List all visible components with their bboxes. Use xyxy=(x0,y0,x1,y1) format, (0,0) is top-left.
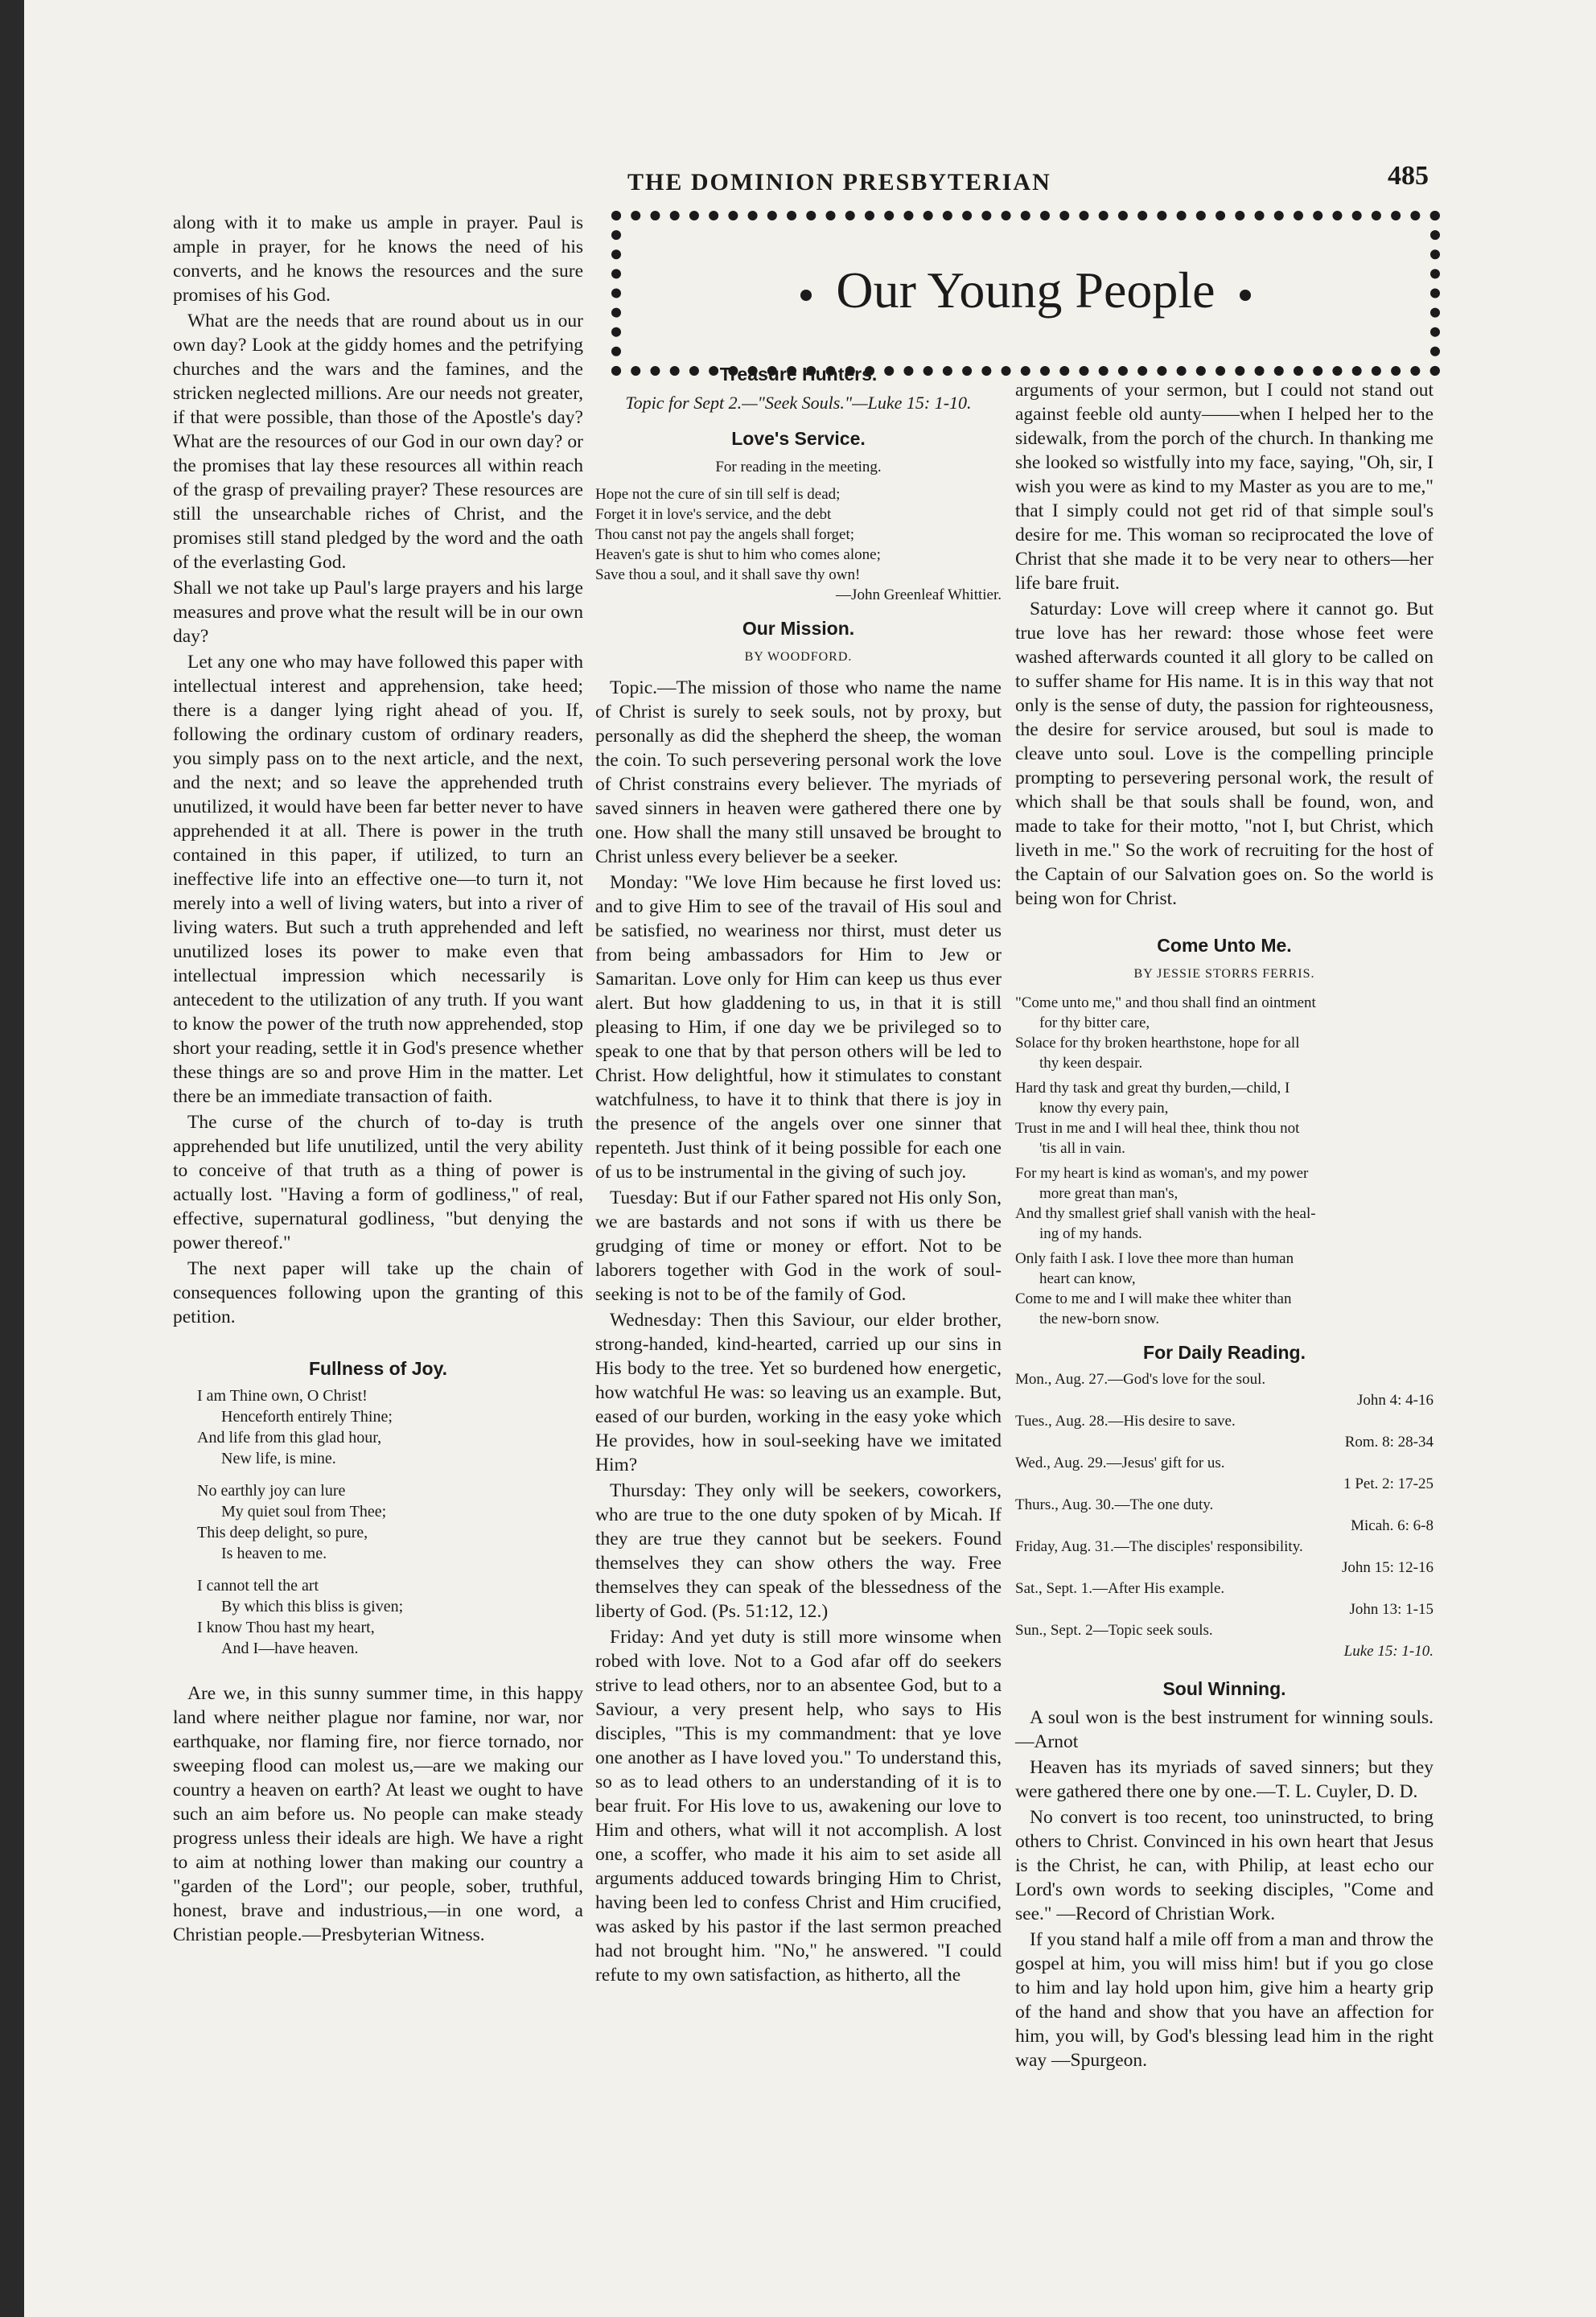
poem-line: New life, is mine. xyxy=(221,1450,336,1467)
paragraph: arguments of your sermon, but I could not stand out against feeble old aunty——when I helped her to the sidewalk, from the porch of the church. In thanking me she looked so wistfully into my face, saying, "Oh, sir, I wish you were as kind to my Master as you are to me," that I simply could not get rid of that simple soul's desire for me. This woman so reciprocated the love of Christ that she made it to be very near to others—her life bare fruit. xyxy=(1015,380,1434,594)
poem-line: I know Thou hast my heart, xyxy=(197,1619,375,1636)
poem-line: know thy every pain, xyxy=(1039,1100,1169,1117)
byline: BY WOODFORD. xyxy=(744,650,853,664)
reading-day: Sun., Sept. 2—Topic seek souls. xyxy=(1015,1622,1213,1639)
poem-line: Come to me and I will make thee whiter than xyxy=(1015,1290,1292,1307)
paragraph: Let any one who may have followed this paper with intellectual interest and apprehension, take heed; there is a danger lying right ahead of you. If, following the ordinary custom of ordinary readers, you simply pass on to the next article, and the next, and the next; and so leave the apprehended truth unutilized, it would have been far better never to have apprehended it at all. There is power in the truth contained in this paper, if utilized, to turn an ineffective life into an effective one—to turn it, not merely into a well of living waters, but into a river of living waters. But such a truth apprehended and left unutilized loses its power to make even that intellectual impression which necessarily is antecedent to the utilization of any truth. If you want to know the power of the truth now apprehended, stop short your reading, settle it in God's presence whether these things are so and prove Him in the matter. Let there be an immediate transaction of faith. xyxy=(173,652,583,1107)
list-item xyxy=(1015,1369,1434,1411)
paragraph: Topic.—The mission of those who name the name of Christ is surely to seek souls, not by proxy, but personally as did the shepherd the sheep, the woman the coin. To such persevering personal work the love of Christ constrains every believer. The myriads of saved sinners in heaven were gathered there one by one. How shall the many still unsaved be brought to Christ unless every believer be a seeker. xyxy=(595,677,1002,867)
poem-line: Is heaven to me. xyxy=(221,1545,327,1562)
list-item xyxy=(1015,1620,1434,1662)
list-item xyxy=(1015,1578,1434,1620)
section-title: Treasure Hunters. xyxy=(719,364,878,385)
running-header: THE DOMINION PRESBYTERIAN xyxy=(627,169,1051,195)
poem-line: Henceforth entirely Thine; xyxy=(221,1408,393,1426)
paragraph: The next paper will take up the chain of consequences following upon the granting of this petition. xyxy=(173,1258,583,1327)
poem-stanza xyxy=(197,1480,583,1564)
column-right xyxy=(1015,378,1434,2074)
poem-stanza xyxy=(1015,1078,1434,1158)
poem-line: For my heart is kind as woman's, and my power xyxy=(1015,1165,1309,1182)
section-title: Soul Winning. xyxy=(1162,1678,1286,1699)
binding-edge xyxy=(0,0,24,2317)
poem-line: I am Thine own, O Christ! xyxy=(197,1387,368,1405)
poem-line: thy keen despair. xyxy=(1039,1055,1143,1072)
section-banner xyxy=(611,211,1440,376)
reading-day: Wed., Aug. 29.—Jesus' gift for us. xyxy=(1015,1455,1225,1471)
poem-stanza xyxy=(197,1575,583,1659)
reading-day: Tues., Aug. 28.—His desire to save. xyxy=(1015,1413,1236,1430)
poem-line: more great than man's, xyxy=(1039,1185,1178,1202)
reading-ref: 1 Pet. 2: 17-25 xyxy=(1343,1475,1434,1492)
paragraph: Wednesday: Then this Saviour, our elder brother, strong-handed, kind-hearted, carried up our sins in His body to the tree. Yet so burdened how energetic, how watchful He was: so leaving us an example. But, eased of our burden, working in the easy yoke which He provides, how in soul-seeking have we imitated Him? xyxy=(595,1310,1002,1475)
poem-stanza xyxy=(1015,993,1434,1073)
poem-line: Thou canst not pay the angels shall forget; xyxy=(595,526,855,543)
poem-line: Trust in me and I will heal thee, think thou not xyxy=(1015,1120,1300,1137)
poem-line: Save thou a soul, and it shall save thy own! xyxy=(595,566,861,583)
poem-line: Forget it in love's service, and the debt xyxy=(595,506,832,523)
banner-title-row xyxy=(621,261,1430,320)
topic-line: Topic for Sept 2.—"Seek Souls."—Luke 15: 1-10. xyxy=(625,393,972,413)
byline: BY JESSIE STORRS FERRIS. xyxy=(1133,967,1315,981)
poem-line: I cannot tell the art xyxy=(197,1577,319,1595)
reading-ref: John 15: 12-16 xyxy=(1342,1559,1434,1576)
poem-line: Only faith I ask. I love thee more than human xyxy=(1015,1250,1294,1267)
paragraph: Heaven has its myriads of saved sinners; but they were gathered there one by one.—T. L. Cuyler, D. D. xyxy=(1015,1757,1434,1802)
page-number: 485 xyxy=(1388,161,1429,191)
poem-come-unto-me xyxy=(1015,993,1434,1329)
reading-ref: John 13: 1-15 xyxy=(1349,1601,1434,1618)
list-item xyxy=(1015,1411,1434,1453)
paragraph: Shall we not take up Paul's large prayers and his large measures and prove what the result will be in our own day? xyxy=(173,578,583,647)
poem-loves-service xyxy=(595,484,1002,605)
daily-reading-list xyxy=(1015,1369,1434,1662)
poem-line: And life from this glad hour, xyxy=(197,1429,382,1447)
column-left xyxy=(173,211,583,1949)
reading-day: Sat., Sept. 1.—After His example. xyxy=(1015,1580,1225,1597)
reading-ref: John 4: 4-16 xyxy=(1357,1392,1434,1409)
paragraph: Are we, in this sunny summer time, in this happy land where neither plague nor famine, nor war, nor earthquake, nor flaming fire, nor fierce tornado, nor sweeping flood can molest us,—are we making our country a heaven on earth? At least we ought to have such an aim before us. No people can make steady progress unless their ideals are high. We have a right to aim at nothing lower than making our country a "garden of the Lord"; our people, sober, truthful, honest, brave and industrious,—in one word, a Christian people.—Presbyterian Witness. xyxy=(173,1683,583,1945)
reading-ref: Luke 15: 1-10. xyxy=(1343,1643,1434,1660)
paragraph: along with it to make us ample in prayer. Paul is ample in prayer, for he knows the need of his converts, and he knows the resources and the sure promises of his God. xyxy=(173,212,583,306)
poem-line: 'tis all in vain. xyxy=(1039,1140,1125,1157)
poem-line: Hard thy task and great thy burden,—child, I xyxy=(1015,1080,1290,1097)
poem-stanza xyxy=(1015,1249,1434,1329)
paragraph: Tuesday: But if our Father spared not His only Son, we are bastards and not sons if with us there be grudging of time or money or effort. Not to be laborers together with God in the work of soul-seeking is not to be of the family of God. xyxy=(595,1187,1002,1305)
poem-stanza xyxy=(197,1385,583,1469)
paragraph: Friday: And yet duty is still more winsome when robed with love. Not to a God afar off do seekers strive to lead others, nor to an absentee God, but to a Saviour, a very present help, who says to His disciples, "This is my commandment: that ye love one another as I have loved you." To understand this, so as to lead others to an understanding of it is to bear fruit. For His love to us, awakening our love to Him and others, what will it not accomplish. A lost one, a scoffer, who made it his aim to set aside all arguments adduced towards bringing Him to Christ, having been led to confess Christ and Him crucified, was asked by his pastor if the last sermon preached had not brought him. "No," he answered. "I could refute to my own satisfaction, as hitherto, all the xyxy=(595,1627,1002,1986)
section-title: Love's Service. xyxy=(731,428,866,449)
reading-day: Thurs., Aug. 30.—The one duty. xyxy=(1015,1496,1214,1513)
poem-line: No earthly joy can lure xyxy=(197,1482,346,1500)
poem-attribution: —John Greenleaf Whittier. xyxy=(836,586,1002,603)
paragraph: A soul won is the best instrument for winning souls.—Arnot xyxy=(1015,1707,1434,1752)
poem-line: Hope not the cure of sin till self is dead; xyxy=(595,486,841,503)
paragraph: What are the needs that are round about us in our own day? Look at the giddy homes and the petrifying churches and the wars and the famines, and the stricken neglected millions. Are our needs not greater, if that were possible, than those of the Apostle's day? What are the resources of our God in our own day? or the promises that lay these resources all within reach of the grasp of prevailing prayer? These resources are still the unsearchable riches of Christ, and the promises still stand pledged by the word and the oath of the everlasting God. xyxy=(173,311,583,573)
poem-line: My quiet soul from Thee; xyxy=(221,1503,387,1521)
section-title: For Daily Reading. xyxy=(1143,1342,1306,1363)
ornament-dot-icon xyxy=(800,290,812,301)
reading-day: Mon., Aug. 27.—God's love for the soul. xyxy=(1015,1371,1266,1388)
poem-line: "Come unto me," and thou shall find an ointment xyxy=(1015,994,1316,1011)
poem-line: By which this bliss is given; xyxy=(221,1598,404,1615)
poem-stanza xyxy=(1015,1163,1434,1244)
poem-line: This deep delight, so pure, xyxy=(197,1524,368,1541)
paragraph: Thursday: They only will be seekers, coworkers, who are true to the one duty spoken of by Micah. If they are true they cannot but be seekers. Found themselves they can show others the way. Free themselves they can speak of the blessedness of the liberty of God. (Ps. 51:12, 12.) xyxy=(595,1480,1002,1622)
paragraph: Saturday: Love will creep where it cannot go. But true love has her reward: those whose feet were washed afterwards counted it all glory to be called on to suffer shame for His name. It is in this way that not only is the sense of duty, the passion for righteousness, the desire for service aroused, but soul is made to cleave unto soul. Love is the compelling principle prompting to persevering personal work, the result of which shall be that souls shall be found, won, and made to take for their motto, "not I, but Christ, which liveth in me." So the work of recruiting for the host of the Captain of our Salvation goes on. So the world is being won for Christ. xyxy=(1015,599,1434,909)
paragraph: The curse of the church of to-day is truth apprehended but life unutilized, until the very ability to conceive of that truth as a thing of power is actually lost. "Having a form of godliness," of real, effective, supernatural godliness, "but denying the power thereof." xyxy=(173,1112,583,1253)
ornament-dot-icon xyxy=(1240,290,1251,301)
poem-line: heart can know, xyxy=(1039,1270,1136,1287)
paragraph: Monday: "We love Him because he first loved us: and to give Him to see of the travail of His soul and be satisfied, no weariness nor thirst, must deter us from being ambassadors for Him to Jew or Samaritan. Love only for Him can keep us thus ever alert. But how gladdening to us, in that it is still pleasing to Him, if one day we be privileged so to speak to one that by that person others will be led to Christ. How delightful, how it stimulates to constant watchfulness, to have it to think that there is joy in the presence of the angels over one sinner that repenteth. Just think of it being possible for each one of us to be instrumental in the giving of such joy. xyxy=(595,872,1002,1183)
poem-line: Heaven's gate is shut to him who comes alone; xyxy=(595,546,881,563)
section-note: For reading in the meeting. xyxy=(715,459,882,475)
reading-ref: Micah. 6: 6-8 xyxy=(1351,1517,1434,1534)
poem-line: And I—have heaven. xyxy=(221,1640,359,1657)
poem-line: Solace for thy broken hearthstone, hope for all xyxy=(1015,1035,1300,1051)
poem-line: And thy smallest grief shall vanish with the heal- xyxy=(1015,1205,1316,1222)
section-title: Come Unto Me. xyxy=(1157,935,1292,956)
reading-ref: Rom. 8: 28-34 xyxy=(1344,1434,1434,1451)
paragraph: If you stand half a mile off from a man and throw the gospel at him, you will miss him! but if you go close to him and lay hold upon him, give him a hearty grip of the hand and show that you have an affection for him, you will, by God's blessing lead him in the right way —Spurgeon. xyxy=(1015,1929,1434,2071)
poem-line: ing of my hands. xyxy=(1039,1225,1142,1242)
section-title: Our Mission. xyxy=(742,618,855,639)
poem-line: the new-born snow. xyxy=(1039,1311,1160,1327)
poem-fullness-of-joy xyxy=(197,1385,583,1659)
reading-day: Friday, Aug. 31.—The disciples' responsibility. xyxy=(1015,1538,1303,1555)
poem-line: for thy bitter care, xyxy=(1039,1014,1150,1031)
list-item xyxy=(1015,1537,1434,1578)
section-title: Fullness of Joy. xyxy=(308,1358,448,1379)
paragraph: No convert is too recent, too uninstructed, to bring others to Christ. Convinced in his own heart that Jesus is the Christ, he can, with Philip, at least echo our Lord's own words to seeking disciples, "Come and see." —Record of Christian Work. xyxy=(1015,1807,1434,1924)
banner-title: Our Young People xyxy=(836,261,1216,319)
column-middle xyxy=(595,362,1002,1989)
list-item xyxy=(1015,1453,1434,1495)
list-item xyxy=(1015,1495,1434,1537)
